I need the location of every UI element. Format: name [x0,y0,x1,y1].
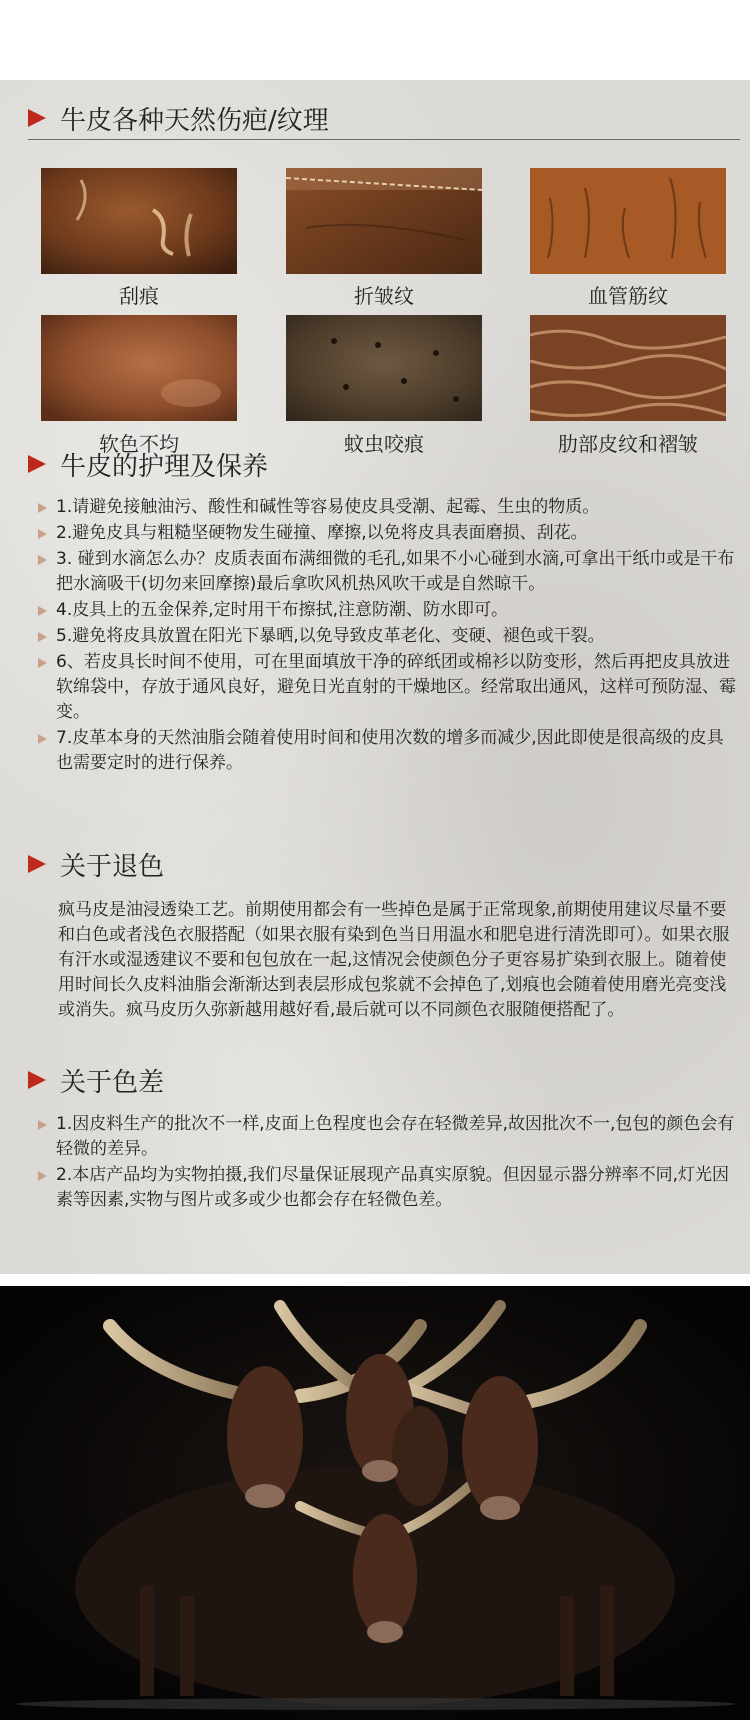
leather-swatch-uneven [41,315,237,421]
list-item: 3. 碰到水滴怎么办？皮质表面布满细微的毛孔,如果不小心碰到水滴,可拿出干纸巾或是干布把水滴吸干(切勿来回摩擦)最后拿吹风机热风吹干或是自然晾干。 [36,547,736,597]
section-title-care: 牛皮的护理及保养 [60,451,269,482]
fading-paragraph: 疯马皮是油浸透染工艺。前期使用都会有一些掉色是属于正常现象,前期使用建议尽量不要和白色或者浅色衣服搭配（如果衣服有染到色当日用温水和肥皂进行清洗即可）。如果衣服有汗水或湿透建议不要和包包放在一起,这情况会使颜色分子更容易扩染到衣服上。随着使用时间长久皮料油脂会渐渐达到表层形成包浆就不会掉色了,划痕也会随着使用磨光亮变浅或消失。疯马皮历久弥新越用越好看,最后就可以不同颜色衣服随便搭配了。 [58,900,730,1020]
section-arrow-icon [28,855,46,873]
section-arrow-icon [28,455,46,473]
section-title-color-diff: 关于色差 [60,1067,165,1098]
swatch-label: 肋部皮纹和褶皱 [558,432,698,456]
section-arrow-icon [28,109,46,127]
section-title-flaws: 牛皮各种天然伤疤/纹理 [60,105,329,136]
list-item: 2.避免皮具与粗糙坚硬物发生碰撞、摩擦,以免将皮具表面磨损、刮花。 [36,521,736,546]
section-header-care [28,446,268,482]
list-item: 5.避免将皮具放置在阳光下暴晒,以免导致皮革老化、变硬、褪色或干裂。 [36,624,736,649]
section-header-color-diff [28,1062,164,1098]
list-item: 6、若皮具长时间不使用，可在里面填放干净的碎纸团或棉衫以防变形，然后再把皮具放进软绵袋中，存放于通风良好，避免日光直射的干燥地区。经常取出通风，这样可预防湿、霉变。 [36,650,736,725]
leather-swatch-crease [286,168,482,274]
swatch-label: 蚊虫咬痕 [344,432,424,456]
section-divider [28,139,740,140]
leather-swatch-wrinkle [530,315,726,421]
swatch-label: 软色不均 [99,432,179,456]
section-arrow-icon [28,1071,46,1089]
section-header-flaws [28,100,329,136]
swatch-label: 血管筋纹 [588,284,668,308]
section-header-fading [28,846,164,882]
swatch-label: 刮痕 [119,284,159,308]
section-title-fading: 关于退色 [60,851,165,882]
cattle-photo [0,1286,750,1720]
leather-swatch-bite [286,315,482,421]
list-item: 1.请避免接触油污、酸性和碱性等容易使皮具受潮、起霉、生虫的物质。 [36,495,736,520]
color-diff-list [36,1112,736,1214]
content-panel [0,80,750,1274]
list-item: 7.皮革本身的天然油脂会随着使用时间和使用次数的增多而减少,因此即使是很高级的皮具也需要定时的进行保养。 [36,726,736,776]
leather-swatch-vein [530,168,726,274]
swatch-label: 折皱纹 [354,284,414,308]
care-list [36,495,736,777]
list-item: 2.本店产品均为实物拍摄,我们尽量保证展现产品真实原貌。但因显示器分辨率不同,灯光因素等因素,实物与图片或多或少也都会存在轻微色差。 [36,1163,736,1213]
list-item: 1.因皮料生产的批次不一样,皮面上色程度也会存在轻微差异,故因批次不一,包包的颜色会有轻微的差异。 [36,1112,736,1162]
leather-swatch-scratch [41,168,237,274]
list-item: 4.皮具上的五金保养,定时用干布擦拭,注意防潮、防水即可。 [36,598,736,623]
